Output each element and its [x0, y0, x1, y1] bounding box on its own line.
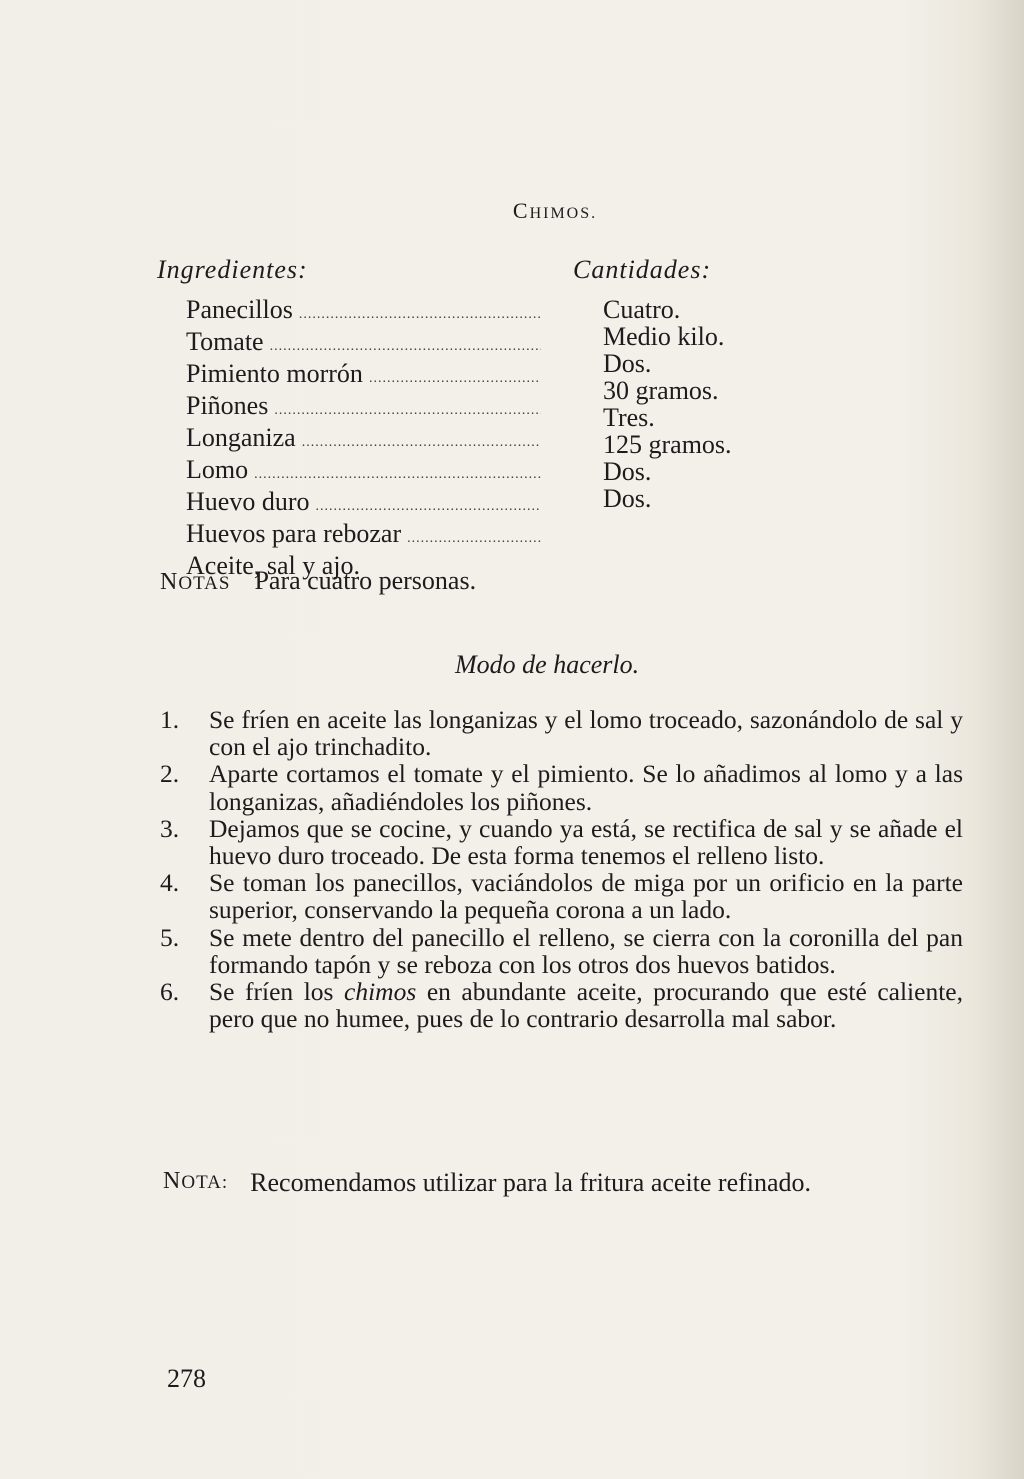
servings-note — [160, 566, 476, 596]
final-note — [163, 1168, 963, 1198]
ingredient-row — [186, 392, 541, 424]
step-number: 3. — [160, 813, 180, 843]
leader-dots — [274, 397, 541, 424]
ingredient-row — [186, 424, 541, 456]
step-number: 4. — [160, 868, 180, 898]
ingredient-name: Huevo duro — [186, 487, 310, 516]
step-number: 5. — [160, 922, 180, 952]
step-item — [160, 706, 963, 760]
ingredient-name: Panecillos — [186, 295, 293, 324]
quantity-list — [603, 296, 732, 512]
leader-dots — [407, 525, 541, 552]
quantity-value: Dos. — [603, 484, 652, 513]
step-item — [160, 869, 963, 923]
quantity-value: Medio kilo. — [603, 322, 725, 351]
ingredient-name: Tomate — [186, 327, 264, 356]
step-text: Se toman los panecillos, vaciándolos de miga por un orificio en la parte superior, conservando la pequeña corona a un lado. — [209, 868, 963, 925]
step-text: Dejamos que se cocine, y cuando ya está, se rectifica de sal y se añade el huevo duro troceado. De esta forma tenemos el relleno listo. — [209, 813, 963, 871]
step-text: Se fríen los chimos en abundante aceite, procurando que esté caliente, pero que no humee, pues de lo contrario desarrolla mal sabor. — [209, 977, 963, 1034]
ingredient-row — [186, 456, 541, 488]
servings-text: Para cuatro personas. — [254, 566, 477, 595]
quantity-value: 125 gramos. — [603, 430, 732, 459]
ingredient-row — [186, 488, 541, 520]
quantity-value: Dos. — [603, 349, 652, 378]
ingredient-row — [186, 328, 541, 360]
step-item — [160, 924, 963, 978]
leader-dots — [302, 429, 541, 456]
step-text: Se fríen en aceite las longanizas y el lomo troceado, sazonándolo de sal y con el ajo trinchadito. — [209, 705, 963, 762]
ingredient-row — [186, 296, 541, 328]
quantity-value: Dos. — [603, 457, 652, 486]
ingredient-list — [186, 296, 541, 579]
ingredient-name: Pimiento morrón — [186, 359, 363, 388]
step-text: Se mete dentro del panecillo el relleno, se cierra con la coronilla del pan formando tapón y se reboza con los otros dos huevos batidos. — [209, 922, 963, 979]
quantity-value: 30 gramos. — [603, 376, 719, 405]
quantity-value: Cuatro. — [603, 295, 681, 324]
step-item — [160, 760, 963, 814]
quantities-header: Cantidades: — [573, 255, 712, 284]
ingredient-name: Lomo — [186, 455, 249, 484]
title-initial: C — [512, 198, 530, 223]
method-steps — [160, 706, 963, 1032]
ingredient-row — [186, 360, 541, 392]
method-title: Modo de hacerlo. — [455, 650, 640, 679]
recipe-title — [0, 198, 1024, 224]
ingredient-name: Piñones — [186, 391, 269, 420]
step-item — [160, 978, 963, 1032]
notes-label: NOTAS — [160, 569, 231, 595]
ingredient-name: Aceite, sal y ajo. — [186, 551, 360, 580]
leader-dots — [315, 493, 541, 520]
leader-dots — [254, 461, 541, 488]
page-number: 278 — [167, 1364, 206, 1393]
final-note-text: Recomendamos utilizar para la fritura aceite refinado. — [250, 1168, 812, 1197]
ingredient-name: Huevos para rebozar — [186, 519, 402, 548]
step-number: 1. — [160, 705, 180, 734]
ingredient-name: Longaniza — [186, 423, 296, 452]
step-item — [160, 815, 963, 869]
title-rest: HIMOS. — [529, 205, 598, 222]
ingredients-header: Ingredientes: — [157, 255, 308, 284]
step-number: 6. — [160, 977, 180, 1007]
step-number: 2. — [160, 759, 180, 789]
dish-name-italic: chimos — [344, 977, 417, 1007]
leader-dots — [270, 333, 541, 360]
leader-dots — [299, 301, 541, 328]
final-note-label: NOTA: — [163, 1168, 229, 1194]
ingredient-row — [186, 520, 541, 552]
quantity-value: Tres. — [603, 403, 655, 432]
leader-dots — [369, 365, 541, 392]
step-text: Aparte cortamos el tomate y el pimiento. Se lo añadimos al lomo y a las longanizas, añadiéndoles los piñones. — [209, 759, 963, 816]
